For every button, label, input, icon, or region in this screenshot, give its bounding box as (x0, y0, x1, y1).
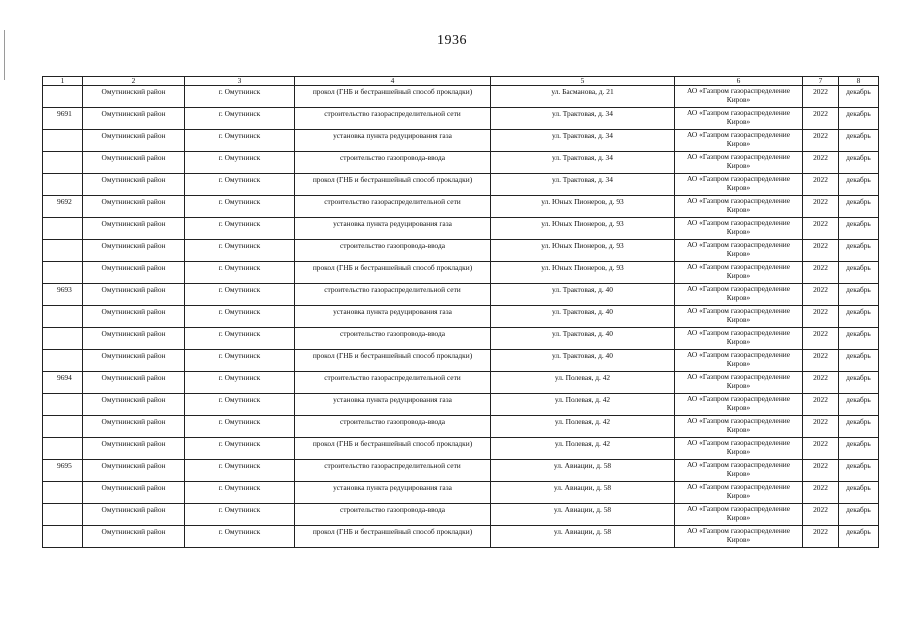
works-table (42, 76, 879, 548)
address-cell: ул. Авиации, д. 58 (491, 526, 675, 548)
organization-cell: АО «Газпром газораспределение Киров» (675, 394, 803, 416)
year-cell: 2022 (803, 350, 839, 372)
year-cell: 2022 (803, 86, 839, 108)
year-cell: 2022 (803, 394, 839, 416)
city-cell: г. Омутнинск (185, 262, 295, 284)
month-cell: декабрь (839, 328, 879, 350)
work-type-cell: установка пункта редуцирования газа (295, 394, 491, 416)
month-cell: декабрь (839, 350, 879, 372)
organization-cell: АО «Газпром газораспределение Киров» (675, 108, 803, 130)
year-cell: 2022 (803, 196, 839, 218)
object-number-cell: 9691 (43, 108, 83, 130)
table-row (43, 372, 879, 394)
table-row (43, 240, 879, 262)
district-cell: Омутнинский район (83, 350, 185, 372)
organization-cell: АО «Газпром газораспределение Киров» (675, 460, 803, 482)
work-type-cell: установка пункта редуцирования газа (295, 482, 491, 504)
month-cell: декабрь (839, 262, 879, 284)
year-cell: 2022 (803, 460, 839, 482)
address-cell: ул. Трактовая, д. 34 (491, 108, 675, 130)
table-row (43, 262, 879, 284)
year-cell: 2022 (803, 306, 839, 328)
city-cell: г. Омутнинск (185, 482, 295, 504)
address-cell: ул. Трактовая, д. 34 (491, 174, 675, 196)
organization-cell: АО «Газпром газораспределение Киров» (675, 240, 803, 262)
address-cell: ул. Юных Пионеров, д. 93 (491, 196, 675, 218)
work-type-cell: строительство газораспределительной сети (295, 108, 491, 130)
month-cell: декабрь (839, 196, 879, 218)
organization-cell: АО «Газпром газораспределение Киров» (675, 152, 803, 174)
object-number-cell: 9694 (43, 372, 83, 394)
object-number-cell (43, 526, 83, 548)
object-number-cell (43, 306, 83, 328)
table-row (43, 526, 879, 548)
year-cell: 2022 (803, 482, 839, 504)
table-row (43, 416, 879, 438)
city-cell: г. Омутнинск (185, 504, 295, 526)
col-header: 5 (491, 77, 675, 86)
month-cell: декабрь (839, 108, 879, 130)
table-row (43, 130, 879, 152)
city-cell: г. Омутнинск (185, 174, 295, 196)
object-number-cell: 9692 (43, 196, 83, 218)
district-cell: Омутнинский район (83, 130, 185, 152)
header-row (43, 77, 879, 86)
month-cell: декабрь (839, 130, 879, 152)
organization-cell: АО «Газпром газораспределение Киров» (675, 284, 803, 306)
address-cell: ул. Трактовая, д. 40 (491, 284, 675, 306)
object-number-cell (43, 240, 83, 262)
city-cell: г. Омутнинск (185, 372, 295, 394)
col-header: 6 (675, 77, 803, 86)
address-cell: ул. Полевая, д. 42 (491, 394, 675, 416)
year-cell: 2022 (803, 438, 839, 460)
city-cell: г. Омутнинск (185, 196, 295, 218)
table-row (43, 86, 879, 108)
district-cell: Омутнинский район (83, 262, 185, 284)
organization-cell: АО «Газпром газораспределение Киров» (675, 86, 803, 108)
organization-cell: АО «Газпром газораспределение Киров» (675, 262, 803, 284)
city-cell: г. Омутнинск (185, 218, 295, 240)
year-cell: 2022 (803, 416, 839, 438)
object-number-cell (43, 416, 83, 438)
organization-cell: АО «Газпром газораспределение Киров» (675, 306, 803, 328)
district-cell: Омутнинский район (83, 504, 185, 526)
table-body (43, 86, 879, 548)
object-number-cell (43, 482, 83, 504)
work-type-cell: строительство газопровода-ввода (295, 328, 491, 350)
table-row (43, 504, 879, 526)
month-cell: декабрь (839, 174, 879, 196)
col-header: 3 (185, 77, 295, 86)
address-cell: ул. Трактовая, д. 40 (491, 350, 675, 372)
district-cell: Омутнинский район (83, 152, 185, 174)
work-type-cell: строительство газораспределительной сети (295, 460, 491, 482)
district-cell: Омутнинский район (83, 460, 185, 482)
year-cell: 2022 (803, 262, 839, 284)
month-cell: декабрь (839, 240, 879, 262)
month-cell: декабрь (839, 394, 879, 416)
work-type-cell: прокол (ГНБ и бестраншейный способ прокладки) (295, 262, 491, 284)
organization-cell: АО «Газпром газораспределение Киров» (675, 372, 803, 394)
organization-cell: АО «Газпром газораспределение Киров» (675, 504, 803, 526)
district-cell: Омутнинский район (83, 108, 185, 130)
table-row (43, 460, 879, 482)
city-cell: г. Омутнинск (185, 306, 295, 328)
object-number-cell (43, 218, 83, 240)
district-cell: Омутнинский район (83, 438, 185, 460)
work-type-cell: прокол (ГНБ и бестраншейный способ прокладки) (295, 526, 491, 548)
table-row (43, 328, 879, 350)
table-row (43, 438, 879, 460)
table-row (43, 218, 879, 240)
work-type-cell: установка пункта редуцирования газа (295, 130, 491, 152)
address-cell: ул. Трактовая, д. 40 (491, 306, 675, 328)
address-cell: ул. Басманова, д. 21 (491, 86, 675, 108)
city-cell: г. Омутнинск (185, 86, 295, 108)
address-cell: ул. Полевая, д. 42 (491, 372, 675, 394)
city-cell: г. Омутнинск (185, 152, 295, 174)
object-number-cell (43, 262, 83, 284)
city-cell: г. Омутнинск (185, 460, 295, 482)
month-cell: декабрь (839, 86, 879, 108)
work-type-cell: строительство газопровода-ввода (295, 504, 491, 526)
work-type-cell: установка пункта редуцирования газа (295, 218, 491, 240)
city-cell: г. Омутнинск (185, 328, 295, 350)
organization-cell: АО «Газпром газораспределение Киров» (675, 438, 803, 460)
district-cell: Омутнинский район (83, 328, 185, 350)
work-type-cell: строительство газораспределительной сети (295, 196, 491, 218)
year-cell: 2022 (803, 174, 839, 196)
month-cell: декабрь (839, 482, 879, 504)
district-cell: Омутнинский район (83, 174, 185, 196)
work-type-cell: строительство газопровода-ввода (295, 416, 491, 438)
district-cell: Омутнинский район (83, 196, 185, 218)
col-header: 2 (83, 77, 185, 86)
month-cell: декабрь (839, 504, 879, 526)
month-cell: декабрь (839, 284, 879, 306)
object-number-cell (43, 130, 83, 152)
object-number-cell (43, 394, 83, 416)
month-cell: декабрь (839, 438, 879, 460)
address-cell: ул. Трактовая, д. 34 (491, 130, 675, 152)
address-cell: ул. Трактовая, д. 40 (491, 328, 675, 350)
city-cell: г. Омутнинск (185, 416, 295, 438)
table-row (43, 108, 879, 130)
object-number-cell (43, 504, 83, 526)
address-cell: ул. Авиации, д. 58 (491, 482, 675, 504)
district-cell: Омутнинский район (83, 526, 185, 548)
table-row (43, 482, 879, 504)
organization-cell: АО «Газпром газораспределение Киров» (675, 130, 803, 152)
district-cell: Омутнинский район (83, 482, 185, 504)
month-cell: декабрь (839, 306, 879, 328)
city-cell: г. Омутнинск (185, 284, 295, 306)
work-type-cell: прокол (ГНБ и бестраншейный способ прокладки) (295, 350, 491, 372)
table-row (43, 284, 879, 306)
work-type-cell: строительство газопровода-ввода (295, 152, 491, 174)
work-type-cell: прокол (ГНБ и бестраншейный способ прокладки) (295, 174, 491, 196)
object-number-cell (43, 438, 83, 460)
year-cell: 2022 (803, 328, 839, 350)
work-type-cell: строительство газораспределительной сети (295, 284, 491, 306)
table-row (43, 174, 879, 196)
organization-cell: АО «Газпром газораспределение Киров» (675, 416, 803, 438)
organization-cell: АО «Газпром газораспределение Киров» (675, 196, 803, 218)
address-cell: ул. Полевая, д. 42 (491, 416, 675, 438)
district-cell: Омутнинский район (83, 372, 185, 394)
month-cell: декабрь (839, 218, 879, 240)
year-cell: 2022 (803, 240, 839, 262)
city-cell: г. Омутнинск (185, 130, 295, 152)
year-cell: 2022 (803, 504, 839, 526)
month-cell: декабрь (839, 416, 879, 438)
district-cell: Омутнинский район (83, 306, 185, 328)
city-cell: г. Омутнинск (185, 240, 295, 262)
address-cell: ул. Авиации, д. 58 (491, 460, 675, 482)
district-cell: Омутнинский район (83, 416, 185, 438)
object-number-cell (43, 86, 83, 108)
table-row (43, 196, 879, 218)
year-cell: 2022 (803, 372, 839, 394)
district-cell: Омутнинский район (83, 86, 185, 108)
col-header: 8 (839, 77, 879, 86)
work-type-cell: установка пункта редуцирования газа (295, 306, 491, 328)
work-type-cell: строительство газопровода-ввода (295, 240, 491, 262)
organization-cell: АО «Газпром газораспределение Киров» (675, 482, 803, 504)
table-row (43, 350, 879, 372)
object-number-cell (43, 328, 83, 350)
table-row (43, 152, 879, 174)
table-row (43, 394, 879, 416)
month-cell: декабрь (839, 152, 879, 174)
city-cell: г. Омутнинск (185, 526, 295, 548)
address-cell: ул. Полевая, д. 42 (491, 438, 675, 460)
year-cell: 2022 (803, 218, 839, 240)
year-cell: 2022 (803, 152, 839, 174)
year-cell: 2022 (803, 130, 839, 152)
city-cell: г. Омутнинск (185, 394, 295, 416)
month-cell: декабрь (839, 526, 879, 548)
work-type-cell: прокол (ГНБ и бестраншейный способ прокладки) (295, 438, 491, 460)
work-type-cell: прокол (ГНБ и бестраншейный способ прокладки) (295, 86, 491, 108)
year-cell: 2022 (803, 108, 839, 130)
work-type-cell: строительство газораспределительной сети (295, 372, 491, 394)
object-number-cell (43, 174, 83, 196)
col-header: 1 (43, 77, 83, 86)
page-number: 1936 (437, 33, 467, 48)
district-cell: Омутнинский район (83, 240, 185, 262)
district-cell: Омутнинский район (83, 284, 185, 306)
year-cell: 2022 (803, 526, 839, 548)
address-cell: ул. Юных Пионеров, д. 93 (491, 240, 675, 262)
address-cell: ул. Авиации, д. 58 (491, 504, 675, 526)
district-cell: Омутнинский район (83, 394, 185, 416)
organization-cell: АО «Газпром газораспределение Киров» (675, 328, 803, 350)
organization-cell: АО «Газпром газораспределение Киров» (675, 218, 803, 240)
table-row (43, 306, 879, 328)
city-cell: г. Омутнинск (185, 108, 295, 130)
object-number-cell: 9693 (43, 284, 83, 306)
city-cell: г. Омутнинск (185, 350, 295, 372)
year-cell: 2022 (803, 284, 839, 306)
district-cell: Омутнинский район (83, 218, 185, 240)
address-cell: ул. Трактовая, д. 34 (491, 152, 675, 174)
object-number-cell: 9695 (43, 460, 83, 482)
organization-cell: АО «Газпром газораспределение Киров» (675, 174, 803, 196)
address-cell: ул. Юных Пионеров, д. 93 (491, 218, 675, 240)
address-cell: ул. Юных Пионеров, д. 93 (491, 262, 675, 284)
col-header: 4 (295, 77, 491, 86)
city-cell: г. Омутнинск (185, 438, 295, 460)
col-header: 7 (803, 77, 839, 86)
object-number-cell (43, 350, 83, 372)
month-cell: декабрь (839, 460, 879, 482)
organization-cell: АО «Газпром газораспределение Киров» (675, 526, 803, 548)
month-cell: декабрь (839, 372, 879, 394)
object-number-cell (43, 152, 83, 174)
organization-cell: АО «Газпром газораспределение Киров» (675, 350, 803, 372)
